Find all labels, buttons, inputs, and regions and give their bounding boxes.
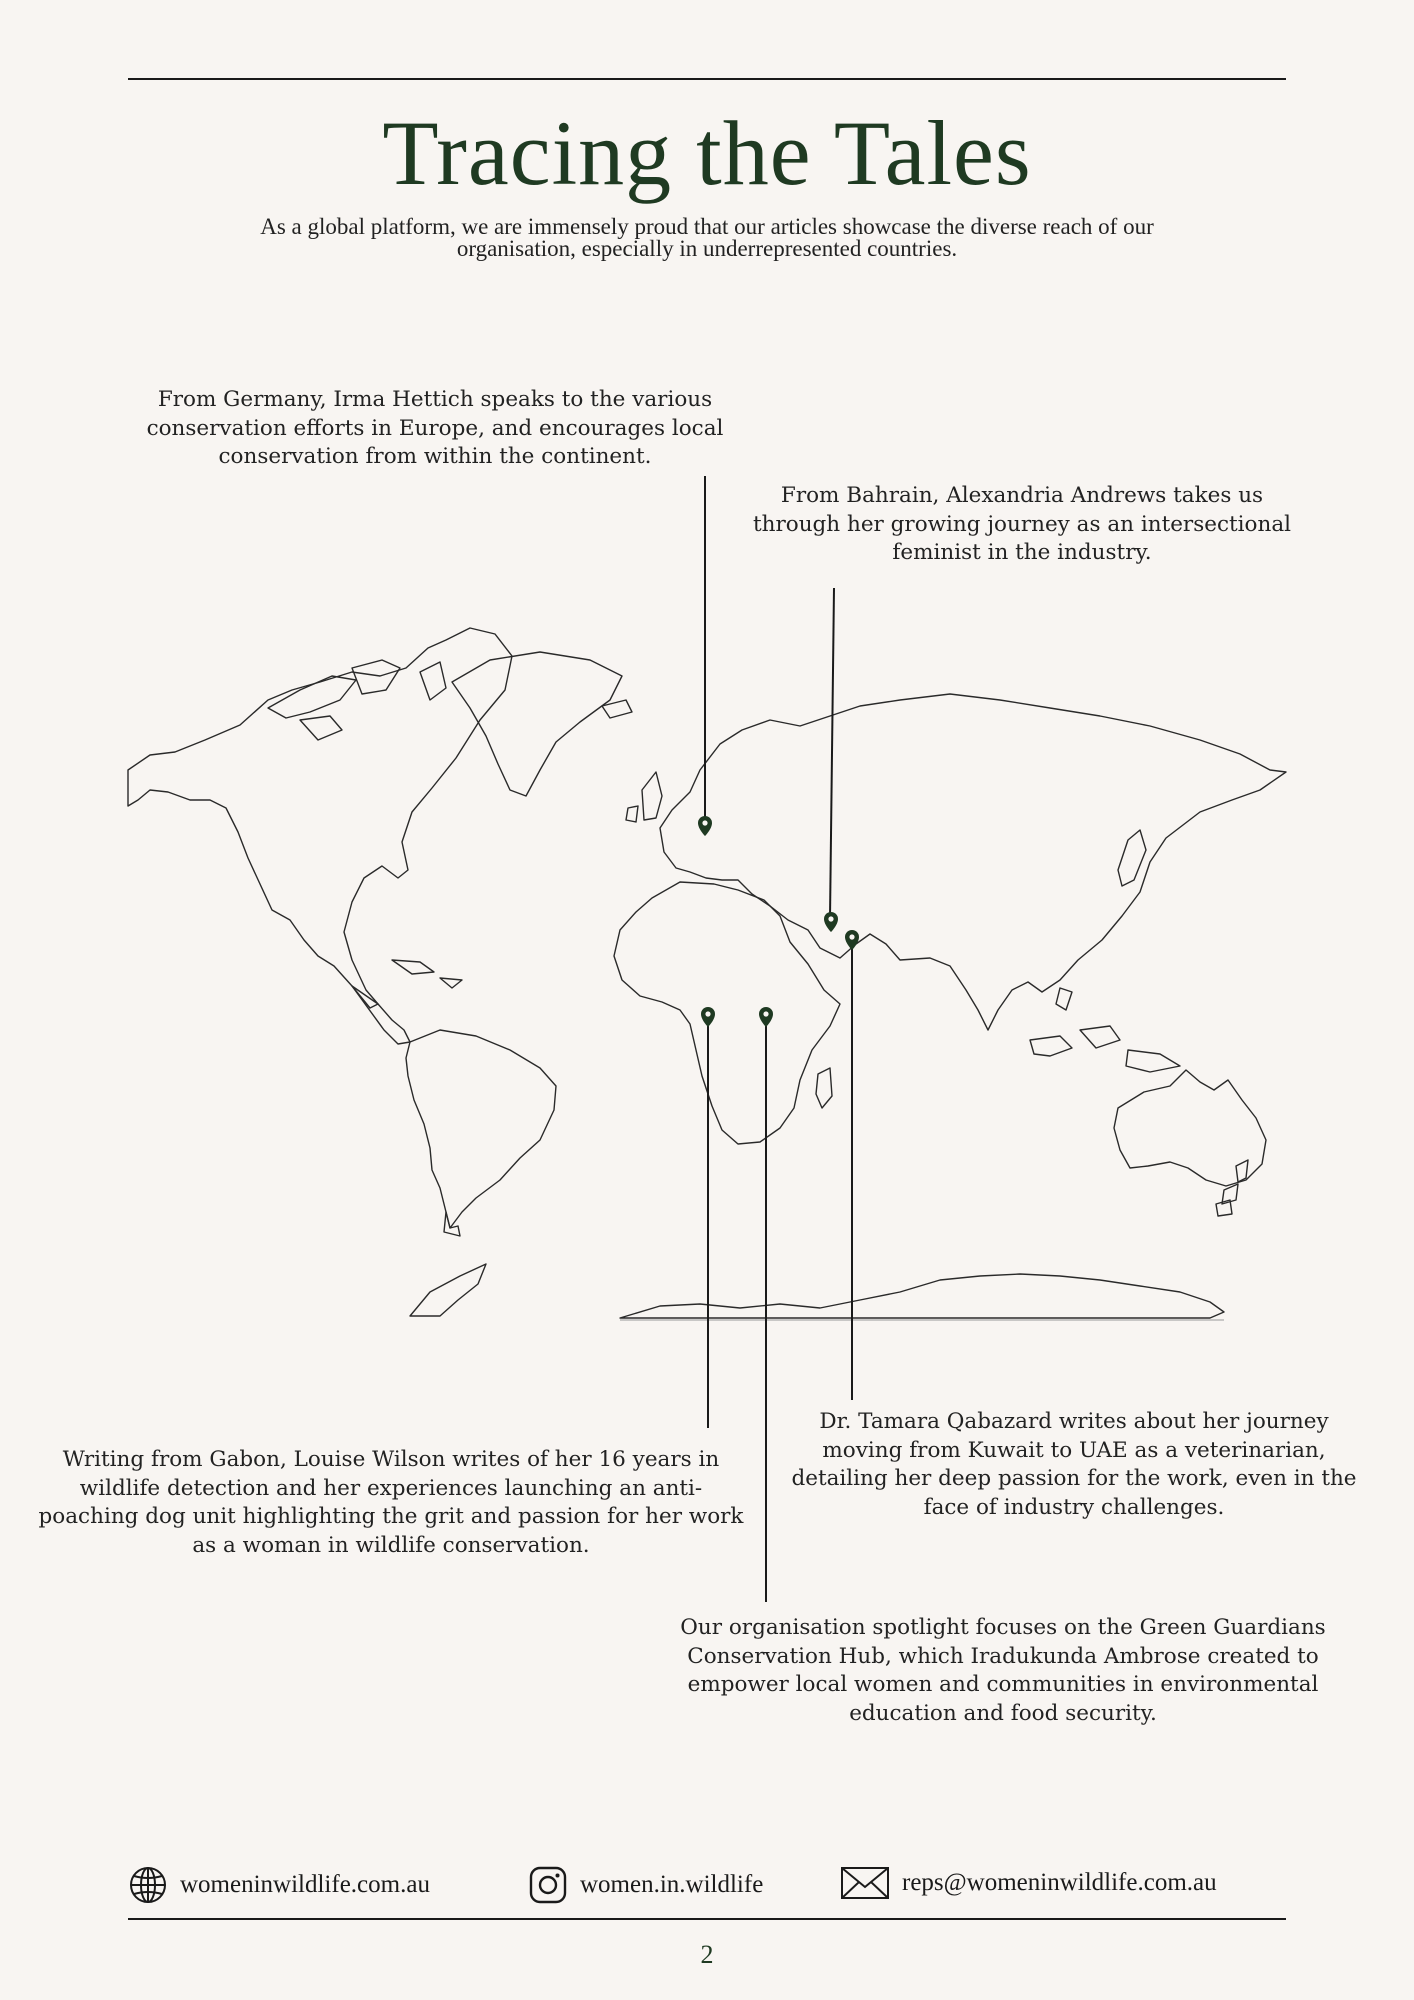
intro-line-2: organisation, especially in underrepresented countries.: [456, 236, 958, 261]
location-marker-spotlight: [759, 1007, 773, 1027]
email-text[interactable]: reps@womeninwildlife.com.au: [902, 1869, 1217, 1896]
instagram-icon: [528, 1865, 568, 1905]
annotation-spotlight: Our organisation spotlight focuses on the Green Guardians Conservation Hub, which Iradukunda Ambrose created to empower local women and communities in environmental education and food security.: [680, 1615, 1326, 1726]
footer-instagram[interactable]: [528, 1865, 763, 1905]
eurasia-outline: [660, 694, 1286, 1030]
page-number: 2: [700, 1940, 714, 1969]
africa-outline: [614, 882, 840, 1144]
leader-line-bahrain: [830, 588, 834, 918]
page-title: Tracing the Tales: [382, 102, 1032, 204]
location-marker-uae: [845, 930, 859, 950]
annotation-uae: Dr. Tamara Qabazard writes about her journey moving from Kuwait to UAE as a veterinarian, detailing her deep passion for the work, even in the face of industry challenges.: [791, 1409, 1357, 1520]
website-text[interactable]: womeninwildlife.com.au: [180, 1871, 430, 1898]
annotation-bahrain: From Bahrain, Alexandria Andrews takes us through her growing journey as an intersectional feminist in the industry.: [752, 483, 1292, 565]
annotation-germany: From Germany, Irma Hettich speaks to the various conservation efforts in Europe, and encourages local conservation from within the continent.: [146, 387, 724, 469]
annotation-gabon: Writing from Gabon, Louise Wilson writes of her 16 years in wildlife detection and her experiences launching an anti-poaching dog unit highlighting the grit and passion for her work as a woman in wildlife conservation.: [38, 1447, 744, 1558]
footer-website[interactable]: [128, 1865, 430, 1905]
intro-line-1: As a global platform, we are immensely proud that our articles showcase the diverse reach of our: [260, 214, 1154, 239]
instagram-handle[interactable]: women.in.wildlife: [580, 1871, 764, 1898]
location-marker-germany: [698, 816, 712, 836]
footer-email[interactable]: [840, 1865, 1217, 1901]
location-marker-gabon: [701, 1007, 715, 1027]
antarctica-outline: [620, 1274, 1224, 1318]
bottom-divider: [128, 1918, 1286, 1920]
location-markers: [698, 816, 859, 1027]
location-marker-bahrain: [824, 912, 838, 932]
globe-icon: [128, 1865, 168, 1905]
south-america-outline: [406, 1030, 556, 1228]
envelope-icon: [840, 1865, 890, 1901]
australia-outline: [1114, 1070, 1266, 1186]
